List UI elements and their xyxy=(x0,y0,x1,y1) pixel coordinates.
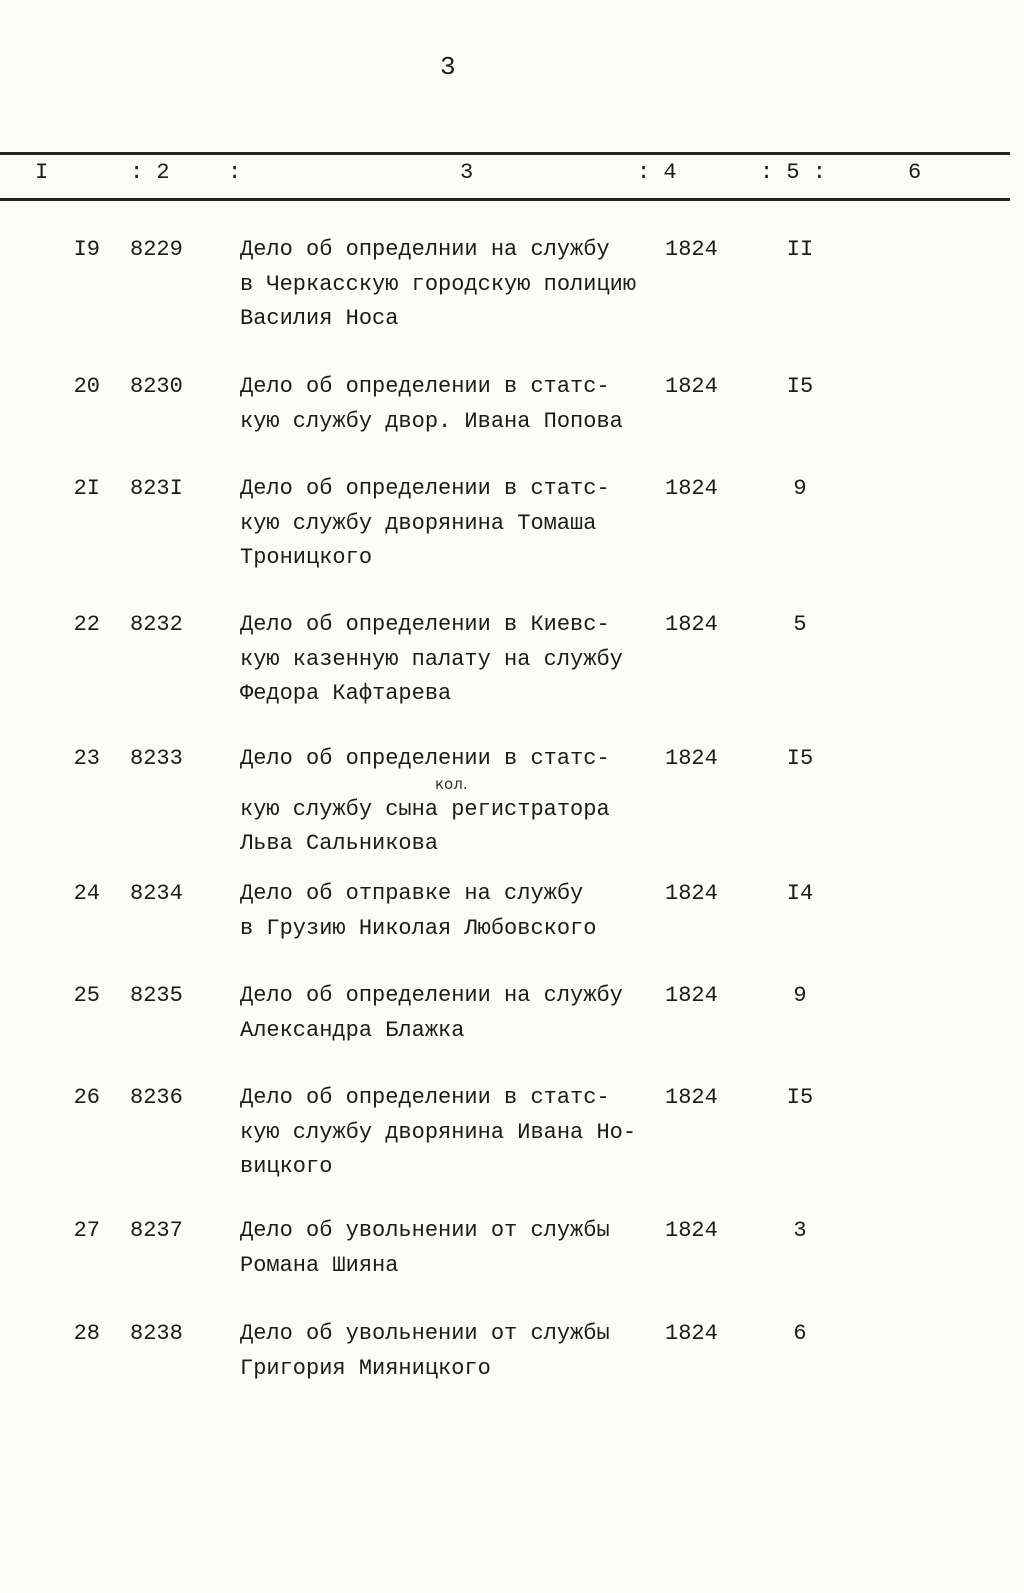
file-description xyxy=(240,877,596,946)
row-number: 25 xyxy=(73,983,100,1008)
header-col-3: 3 xyxy=(460,160,474,185)
file-description xyxy=(240,979,623,1048)
file-year: 1824 xyxy=(665,1085,718,1110)
description-line: Григория Мияницкого xyxy=(240,1355,491,1381)
description-line: Дело об определении в статс- xyxy=(240,1085,610,1110)
file-description xyxy=(240,370,623,439)
sheet-count: 5 xyxy=(793,612,807,637)
file-year: 1824 xyxy=(665,237,718,262)
file-description xyxy=(240,1317,610,1386)
file-code: 8235 xyxy=(130,983,183,1008)
file-year: 1824 xyxy=(665,881,718,906)
description-line: кую службу двор. Ивана Попова xyxy=(240,408,623,434)
file-code: 8238 xyxy=(130,1321,183,1346)
description-line: Федора Кафтарева xyxy=(240,681,452,706)
file-description xyxy=(240,742,610,862)
file-year: 1824 xyxy=(665,612,718,637)
row-number: 27 xyxy=(73,1218,100,1243)
header-col-2: : 2 xyxy=(130,160,170,185)
description-line: кую казенную палату на службу xyxy=(240,646,623,672)
description-line: Троницкого xyxy=(240,545,373,570)
description-line: вицкого xyxy=(240,1154,333,1179)
row-number: 28 xyxy=(73,1321,100,1346)
header-top-rule xyxy=(0,152,1010,155)
description-line: Дело об увольнении от службы xyxy=(240,1218,610,1243)
row-number: 22 xyxy=(73,612,100,637)
file-year: 1824 xyxy=(665,374,718,399)
description-line: Василия Носа xyxy=(240,306,399,331)
file-code: 8229 xyxy=(130,237,183,262)
header-col-5: : 5 : xyxy=(760,160,827,185)
file-description xyxy=(240,1081,636,1185)
header-col-6: 6 xyxy=(908,160,922,185)
sheet-count: I5 xyxy=(786,1085,814,1110)
description-line: Дело об определении в статс- xyxy=(240,746,610,771)
sheet-count: 6 xyxy=(793,1321,807,1346)
sheet-count: I4 xyxy=(786,881,814,906)
sheet-count: II xyxy=(786,237,814,262)
header-separator: : xyxy=(228,160,242,185)
sheet-count: I5 xyxy=(786,374,814,399)
description-line: в Черкасскую городскую полицию xyxy=(240,271,637,297)
file-description xyxy=(240,233,636,337)
file-code: 8230 xyxy=(130,374,183,399)
handwritten-note: кол. xyxy=(435,775,468,793)
row-number: 23 xyxy=(73,746,100,771)
sheet-count: 9 xyxy=(793,983,807,1008)
header-col-4: : 4 xyxy=(637,160,677,185)
file-year: 1824 xyxy=(665,1321,718,1346)
file-code: 8236 xyxy=(130,1085,183,1110)
file-description xyxy=(240,608,623,712)
file-code: 8237 xyxy=(130,1218,183,1243)
header-bottom-rule xyxy=(0,198,1010,201)
header-col-1: I xyxy=(35,160,49,185)
description-line: Дело об определении в статс- xyxy=(240,476,610,501)
description-line: Дело об определении на службу xyxy=(240,983,623,1008)
description-line: Александра Блажка xyxy=(240,1017,465,1043)
description-line: Дело об определнии на службу xyxy=(240,237,610,262)
sheet-count: 9 xyxy=(793,476,807,501)
description-line: кую службу дворянина Ивана Но- xyxy=(240,1119,637,1145)
row-number: 2I xyxy=(73,476,100,501)
description-line: Дело об отправке на службу xyxy=(240,881,584,906)
file-year: 1824 xyxy=(665,983,718,1008)
description-line: Льва Сальникова xyxy=(240,831,439,856)
file-code: 8233 xyxy=(130,746,183,771)
file-description xyxy=(240,1214,610,1283)
description-line: Романа Шияна xyxy=(240,1252,399,1278)
description-line: в Грузию Николая Любовского xyxy=(240,915,597,941)
description-line: Дело об определении в Киевс- xyxy=(240,612,610,637)
file-year: 1824 xyxy=(665,476,718,501)
sheet-count: I5 xyxy=(786,746,814,771)
file-year: 1824 xyxy=(665,1218,718,1243)
row-number: 26 xyxy=(73,1085,100,1110)
description-line: кую службу дворянина Томаша xyxy=(240,510,597,536)
row-number: 24 xyxy=(73,881,100,906)
file-code: 823I xyxy=(130,476,183,501)
sheet-count: 3 xyxy=(793,1218,807,1243)
row-number: I9 xyxy=(73,237,100,262)
page-number: 3 xyxy=(440,52,456,82)
description-line: кую службу сына регистратора xyxy=(240,796,610,822)
file-description xyxy=(240,472,610,576)
file-code: 8232 xyxy=(130,612,183,637)
file-year: 1824 xyxy=(665,746,718,771)
description-line: Дело об определении в статс- xyxy=(240,374,610,399)
row-number: 20 xyxy=(73,374,100,399)
description-line: Дело об увольнении от службы xyxy=(240,1321,610,1346)
file-code: 8234 xyxy=(130,881,183,906)
